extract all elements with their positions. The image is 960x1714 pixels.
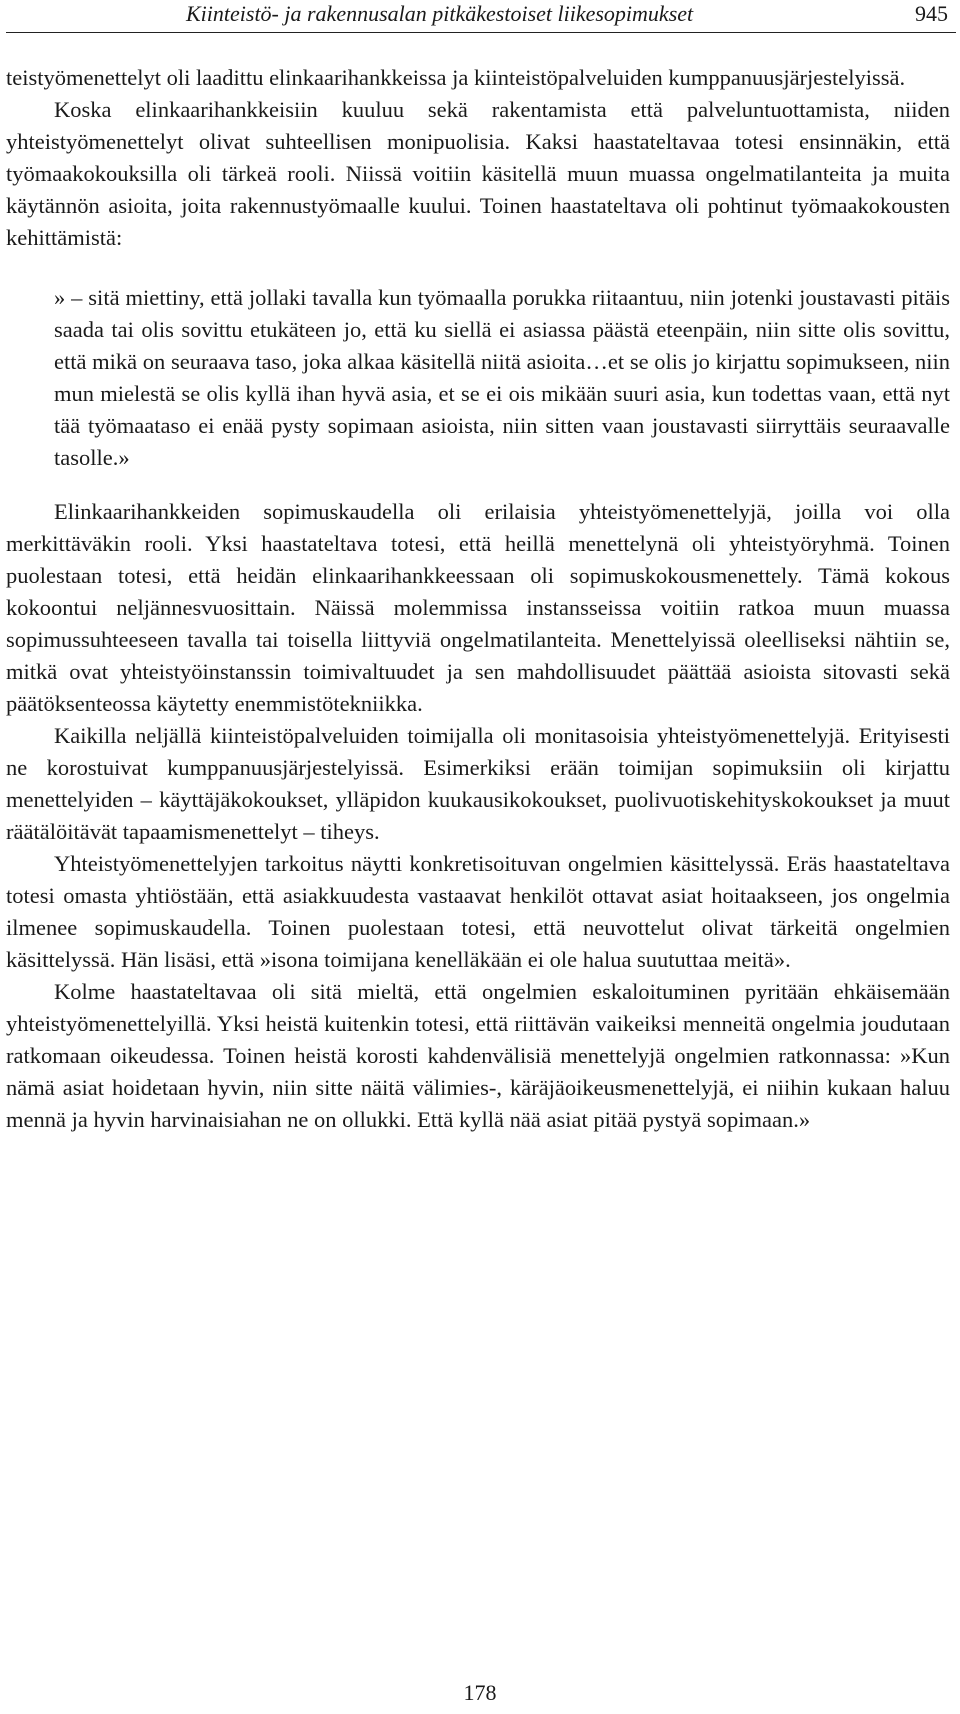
paragraph-continued: teistyömenettelyt oli laadittu elinkaarihankkeissa ja kiinteistöpalveluiden kumppanuusjärjestelyissä. [6, 65, 906, 90]
running-header-page-number: 945 [915, 1, 948, 26]
interview-quote [54, 282, 950, 474]
paragraph: Kaikilla neljällä kiinteistöpalveluiden toimijalla oli monitasoisia yhteistyömenettelyjä. Erityisesti ne korostuivat kumppanuusjärjestelyissä. Esimerkiksi erään toimijan sopimuksiin oli kirjattu menettelyiden – käyttäjäkokoukset, ylläpidon kuukausikokoukset, puolivuotiskehityskokoukset ja muut räätälöitävät tapaamismenettelyt – tiheys. [6, 723, 950, 844]
paragraph: Elinkaarihankkeiden sopimuskaudella oli erilaisia yhteistyömenettelyjä, joilla voi olla merkittäväkin rooli. Yksi haastateltava totesi, että heillä menettelynä oli yhteistyöryhmä. Toinen puolestaan totesi, että heidän elinkaarihankkeessaan oli sopimuskokousmenettely. Tämä kokous kokoontui neljännesvuosittain. Näissä molemmissa instansseissa voitiin ratkoa muun muassa sopimussuhteeseen tavalla tai toisella liittyviä ongelmatilanteita. Menettelyissä oleelliseksi nähtiin se, mitkä ovat yhteistyöinstanssin toimivaltuudet ja sen mahdollisuudet päättää asioista sitovasti sekä päätöksenteossa käytetty enemmistötekniikka. [6, 499, 950, 716]
paragraph: Yhteistyömenettelyjen tarkoitus näytti konkretisoituvan ongelmien käsittelyssä. Eräs haastateltava totesi omasta yhtiöstään, että asiakkuudesta vastaavat henkilöt ottavat asiat hoitaakseen, jos ongelmia ilmenee sopimuskaudella. Toinen puolestaan totesi, että neuvottelut olivat tärkeitä ongelmien käsittelyssä. Hän lisäsi, että »isona toimijana kenelläkään ei ole halua suututtaa meitä». [6, 851, 950, 972]
page-body [6, 62, 950, 1136]
paragraph: Koska elinkaarihankkeisiin kuuluu sekä rakentamista että palveluntuottamista, niiden yhteistyömenettelyt olivat suhteellisen monipuolisia. Kaksi haastateltavaa totesi ensinnäkin, että työmaakokouksilla oli tärkeä rooli. Niissä voitiin käsitellä muun muassa ongelmatilanteita ja muita käytännön asioita, joita rakennustyömaalle kuului. Toinen haastateltava oli pohtinut työmaakokousten kehittämistä: [6, 97, 950, 250]
paragraph: Kolme haastateltavaa oli sitä mieltä, että ongelmien eskaloituminen pyritään ehkäisemään yhteistyömenettelyillä. Yksi heistä kuitenkin totesi, että riittävän vaikeiksi menneitä ongelmia joudutaan ratkomaan oikeudessa. Toinen heistä korosti kahdenvälisiä menettelyjä ongelmien ratkonnassa: »Kun nämä asiat hoidetaan hyvin, niin sitte näitä välimies-, käräjäoikeusmenettelyjä, ei niihin kukaan haluu mennä ja hyvin harvinaisiahan ne on ollukki. Että kyllä nää asiat pitää pystyä sopimaan.» [6, 979, 950, 1132]
footer-page-number: 178 [463, 1680, 497, 1705]
running-header-title: Kiinteistö- ja rakennusalan pitkäkestoiset liikesopimukset [186, 1, 694, 26]
quote-text: » – sitä miettiny, että jollaki tavalla kun työmaalla porukka riitaantuu, niin jotenki joustavasti pitäis saada tai olis sovittu etukäteen jo, että ku siellä ei asiassa päästä eteenpäin, niin sitte olis sovittu, että mikä on seuraava taso, joka alkaa käsitellä niitä asioita…et se olis jo kirjattu sopimukseen, niin mun mielestä se olis kyllä ihan hyvä asia, et se ei ois mikään suuri asia, kun todettas vaan, että nyt tää työmaataso ei enää pysty sopimaan asioista, niin sitten vaan joustavasti siirryttäis seuraavalle tasolle.» [54, 285, 950, 470]
running-header [6, 0, 956, 33]
